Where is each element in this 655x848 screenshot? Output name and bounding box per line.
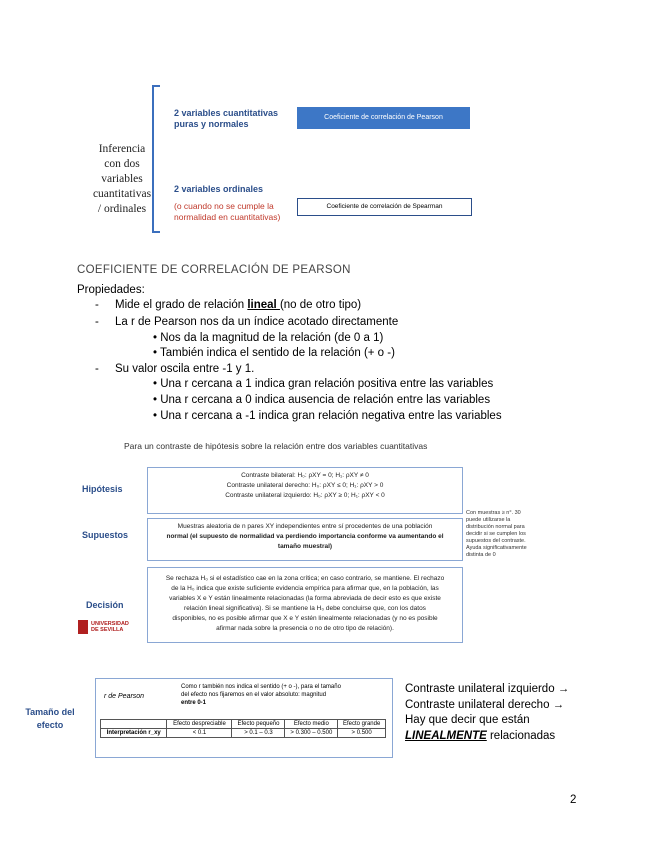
cat1-title-line1: 2 variables cuantitativas: [174, 108, 279, 118]
table-cell: > 0.300 – 0.500: [285, 729, 338, 738]
pearson-box: Coeficiente de correlación de Pearson: [297, 107, 470, 129]
bracket-divider: [152, 85, 168, 233]
list-item: Su valor oscila entre -1 y 1.: [115, 363, 255, 375]
item1-text-a: Mide el grado de relación: [115, 299, 248, 311]
item1-text-c: (no de otro tipo): [279, 299, 362, 311]
supuestos-line: normal (el supuesto de normalidad va perdiendo importancia conforme va aumentando el: [166, 533, 444, 540]
table-header: [101, 720, 167, 729]
effect-label-line: efecto: [36, 720, 64, 730]
list-item: La r de Pearson nos da un índice acotado directamente: [115, 316, 399, 328]
table-header: Efecto medio: [285, 720, 338, 729]
left-label-line: variables: [101, 173, 143, 185]
list-item: [115, 298, 361, 314]
supuestos-panel: [147, 518, 463, 561]
decision-panel: [147, 567, 463, 643]
hipotesis-izquierdo: Contraste unilateral izquierdo: H₀: ρXY ≥ 0; H₁: ρXY < 0: [225, 492, 385, 499]
table-row: [101, 729, 386, 738]
decision-line: afirmar nada sobre la presencia o no de otro tipo de relación).: [216, 625, 394, 632]
list-dash: -: [95, 316, 99, 328]
cat2-title: 2 variables ordinales: [174, 184, 264, 194]
table-header: Efecto despreciable: [167, 720, 232, 729]
decision-line: Se rechaza H₀ si el estadístico cae en la zona crítica; en caso contrario, se mantiene. El rechazo: [165, 575, 445, 582]
sub-item: • Una r cercana a 1 indica gran relación positiva entre las variables: [153, 378, 494, 390]
left-label-line: con dos: [104, 158, 140, 170]
cat1-title-line2: puras y normales: [174, 119, 249, 129]
effect-panel: [95, 678, 393, 758]
table-header: Efecto grande: [338, 720, 386, 729]
left-label-line: Inferencia: [98, 143, 146, 155]
hipotesis-label: Hipótesis: [82, 484, 123, 494]
diagram-left-label: [82, 142, 162, 217]
decision-line: variables X e Y están linealmente relacionadas (la forma abreviada de decir esto es que existe: [169, 595, 441, 602]
page-number: 2: [570, 794, 577, 806]
sub-item: • Una r cercana a -1 indica gran relación negativa entre las variables: [153, 410, 502, 422]
sub-item: • Una r cercana a 0 indica ausencia de relación entre las variables: [153, 394, 491, 406]
note-emphasis: LINEALMENTE: [405, 729, 487, 742]
table-cell: Interpretación r_xy: [101, 729, 167, 738]
list-dash: -: [95, 363, 99, 375]
effect-note-line: Como r también nos indica el sentido (+ o -), para el tamaño: [181, 684, 341, 690]
decision-line: de la H₀ indica que existe suficiente evidencia empírica para afirmar que, en la población, las: [171, 585, 439, 592]
supuestos-line: Muestras aleatoria de n pares XY independientes entre sí procedentes de una población: [177, 523, 433, 530]
sub-item: • También indica el sentido de la relación (+ o -): [153, 347, 395, 359]
note-line: [405, 729, 569, 745]
left-label-line: / ordinales: [97, 203, 147, 215]
cat2-note-line2: normalidad en cuantitativas): [174, 212, 281, 222]
list-dash: -: [95, 299, 99, 311]
properties-label: Propiedades:: [77, 284, 145, 296]
effect-rname: r de Pearson: [104, 693, 145, 700]
note-line: Contraste unilateral izquierdo →: [405, 683, 570, 695]
item1-emphasis: lineal: [247, 299, 280, 311]
hipotesis-derecho: Contraste unilateral derecho: H₀: ρXY ≤ 0; H₁: ρXY > 0: [226, 482, 384, 489]
side-note: Con muestras ≥ n°. 30 puede utilizarse la distribución normal para decidir si se cumplen los supuestos del contraste. Ayuda significativamente distinta de 0: [466, 510, 527, 558]
section-title: COEFICIENTE DE CORRELACIÓN DE PEARSON: [77, 264, 351, 276]
hipotesis-panel: [147, 467, 463, 514]
note-line: Contraste unilateral derecho →: [405, 698, 565, 711]
left-label-line: cuantitativas: [92, 188, 152, 200]
table-cell: > 0.1 – 0.3: [232, 729, 285, 738]
logo-line: DE SEVILLA: [91, 627, 124, 633]
supuestos-label: Supuestos: [82, 530, 129, 540]
table-row: [101, 720, 386, 729]
note-line: Hay que decir que están: [405, 714, 530, 726]
figure-title: Para un contraste de hipótesis sobre la relación entre dos variables cuantitativas: [124, 441, 428, 451]
table-cell: < 0.1: [167, 729, 232, 738]
effect-note-line: del efecto nos fijaremos en el valor absoluto: magnitud: [181, 692, 327, 698]
category-ordinal: [174, 184, 280, 223]
decision-line: disponibles, no es posible afirmar que X e Y estén linealmente relacionadas (y no es posible: [172, 615, 438, 622]
university-logo: [78, 620, 129, 634]
spearman-box: Coeficiente de correlación de Spearman: [297, 198, 472, 216]
effect-table: [100, 719, 386, 738]
table-header: Efecto pequeño: [232, 720, 285, 729]
logo-line: UNIVERSIDAD: [91, 621, 129, 627]
sub-item: • Nos da la magnitud de la relación (de 0 a 1): [153, 332, 384, 344]
hipotesis-bilateral: Contraste bilateral: H₀: ρXY = 0; H₁: ρXY ≠ 0: [241, 472, 369, 479]
logo-text: [91, 621, 129, 633]
category-quantitative: [174, 108, 278, 130]
table-cell: > 0.500: [338, 729, 386, 738]
effect-label-line: Tamaño del: [25, 707, 75, 717]
seal-icon: [78, 620, 88, 634]
effect-note: [181, 683, 341, 707]
supuestos-line: tamaño muestral): [277, 543, 333, 550]
right-notes: [405, 682, 569, 744]
note-rest: relacionadas: [486, 729, 556, 742]
decision-label: Decisión: [86, 600, 124, 610]
effect-note-line: entre 0-1: [181, 700, 207, 706]
cat2-note-line1: (o cuando no se cumple la: [174, 201, 274, 211]
decision-line: relación lineal significativa). Si se mantiene la H₀ debe concluirse que, con los datos: [184, 605, 426, 612]
effect-label: [22, 706, 78, 732]
